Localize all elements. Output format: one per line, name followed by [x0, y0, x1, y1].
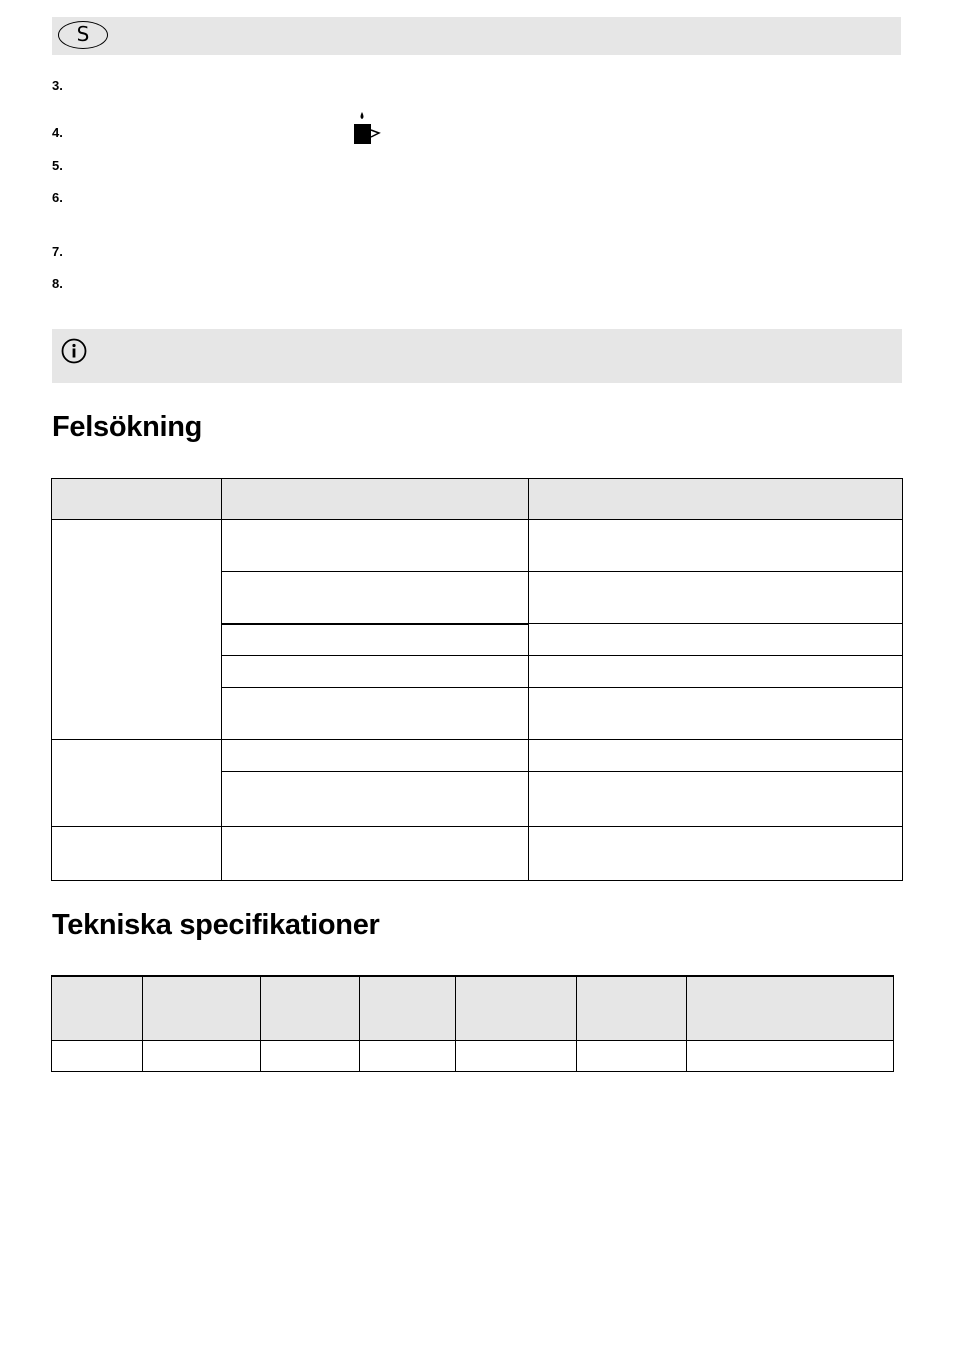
step-number-7: 7.	[52, 244, 63, 259]
step-number-5: 5.	[52, 158, 63, 173]
table-row	[52, 520, 903, 572]
table-cell	[529, 772, 903, 827]
table-cell	[529, 656, 903, 688]
table-cell	[456, 1041, 577, 1072]
table-header-cell	[261, 976, 360, 1041]
table-cell	[52, 827, 222, 881]
table-header-cell	[360, 976, 456, 1041]
specifications-title: Tekniska specifikationer	[52, 909, 380, 941]
table-cell	[687, 1041, 894, 1072]
table-cell	[529, 740, 903, 772]
table-header-cell	[143, 976, 261, 1041]
troubleshooting-table	[51, 478, 903, 881]
table-row	[52, 740, 903, 772]
table-row	[52, 1041, 894, 1072]
table-cell	[222, 740, 529, 772]
coffee-cup-icon	[350, 110, 382, 146]
table-cell	[52, 520, 222, 740]
table-header-cell	[52, 479, 222, 520]
table-cell	[261, 1041, 360, 1072]
table-header-row	[52, 976, 894, 1041]
table-cell	[360, 1041, 456, 1072]
table-cell	[222, 688, 529, 740]
table-cell	[529, 827, 903, 881]
step-number-6: 6.	[52, 190, 63, 205]
step-number-4: 4.	[52, 125, 63, 140]
table-header-cell	[687, 976, 894, 1041]
step-number-8: 8.	[52, 276, 63, 291]
table-header-cell	[529, 479, 903, 520]
table-cell	[222, 520, 529, 572]
language-badge: S	[58, 21, 108, 49]
table-cell	[143, 1041, 261, 1072]
table-cell	[52, 1041, 143, 1072]
table-header-cell	[577, 976, 687, 1041]
language-header-bar	[52, 17, 901, 55]
table-cell	[222, 827, 529, 881]
table-cell	[529, 624, 903, 656]
table-cell	[529, 572, 903, 624]
table-cell	[52, 740, 222, 827]
table-header-row	[52, 479, 903, 520]
specifications-table	[51, 975, 894, 1072]
table-cell	[222, 624, 529, 656]
info-note-bar	[52, 329, 902, 383]
troubleshooting-title: Felsökning	[52, 411, 203, 443]
step-number-3: 3.	[52, 78, 63, 93]
table-cell	[577, 1041, 687, 1072]
table-header-cell	[222, 479, 529, 520]
table-cell	[222, 572, 529, 624]
table-cell	[529, 688, 903, 740]
table-cell	[222, 772, 529, 827]
info-icon	[61, 338, 87, 364]
table-header-cell	[52, 976, 143, 1041]
table-header-cell	[456, 976, 577, 1041]
table-cell	[222, 656, 529, 688]
table-cell	[529, 520, 903, 572]
table-row	[52, 827, 903, 881]
